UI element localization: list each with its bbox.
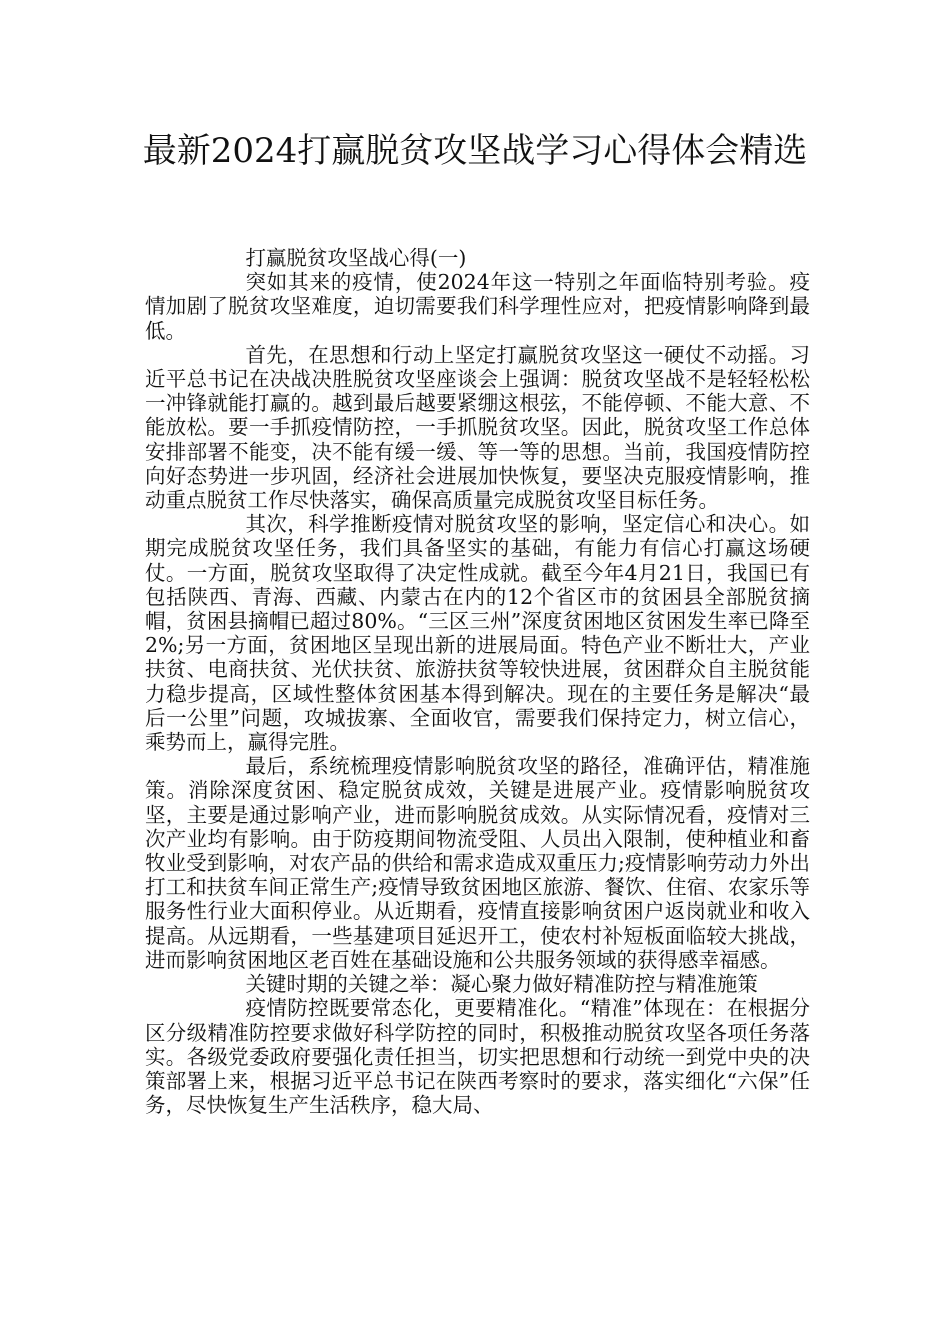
paragraph-precision: 疫情防控既要常态化，更要精准化。“精准”体现在：在根据分区分级精准防控要求做好科学防控的同时，积极推动脱贫攻坚各项任务落实。各级党委政府要强化责任担当，切实把思想和行动统一到党中央的决策部署上来，根据习近平总书记在陕西考察时的要求，落实细化“六保”任务，尽快恢复生产生活秩序，稳大局、 xyxy=(145,996,810,1118)
section-heading-1: 打赢脱贫攻坚战心得(一) xyxy=(245,246,467,270)
paragraph-second: 其次，科学推断疫情对脱贫攻坚的影响，坚定信心和决心。如期完成脱贫攻坚任务，我们具备坚实的基础，有能力有信心打赢这场硬仗。一方面，脱贫攻坚取得了决定性成就。截至今年4月21日，我国已有包括陕西、青海、西藏、内蒙古在内的12个省区市的贫困县全部脱贫摘帽，贫困县摘帽已超过80%。“三区三州”深度贫困地区贫困发生率已降至2%;另一方面，贫困地区呈现出新的进展局面。特色产业不断壮大，产业扶贫、电商扶贫、光伏扶贫、旅游扶贫等较快进展，贫困群众自主脱贫能力稳步提高，区域性整体贫困基本得到解决。现在的主要任务是解决“最后一公里”问题，攻城拔寨、全面收官，需要我们保持定力，树立信心，乘势而上，赢得完胜。 xyxy=(145,512,810,755)
section-heading-2: 关键时期的关键之举：凝心聚力做好精准防控与精准施策 xyxy=(245,972,758,997)
document-title: 最新2024打赢脱贫攻坚战学习心得体会精选 xyxy=(142,131,808,171)
paragraph-last: 最后，系统梳理疫情影响脱贫攻坚的路径，准确评估，精准施策。消除深度贫困、稳定脱贫成效，关键是进展产业。疫情影响脱贫攻坚，主要是通过影响产业，进而影响脱贫成效。从实际情况看，疫情对三次产业均有影响。由于防疫期间物流受阻、人员出入限制，使种植业和畜牧业受到影响，对农产品的供给和需求造成双重压力;疫情影响劳动力外出打工和扶贫车间正常生产;疫情导致贫困地区旅游、餐饮、住宿、农家乐等服务性行业大面积停业。从近期看，疫情直接影响贫困户返岗就业和收入提高。从远期看，一些基建项目延迟开工，使农村补短板面临较大挑战，进而影响贫困地区老百姓在基础设施和公共服务领域的获得感幸福感。 xyxy=(145,754,810,972)
paragraph-intro: 突如其来的疫情，使2024年这一特别之年面临特别考验。疫情加剧了脱贫攻坚难度，迫切需要我们科学理性应对，把疫情影响降到最低。 xyxy=(145,270,810,343)
document-body xyxy=(145,246,810,1117)
paragraph-first: 首先，在思想和行动上坚定打赢脱贫攻坚这一硬仗不动摇。习近平总书记在决战决胜脱贫攻坚座谈会上强调：脱贫攻坚战不是轻轻松松一冲锋就能打赢的。越到最后越要紧绷这根弦，不能停顿、不能大意、不能放松。要一手抓疫情防控，一手抓脱贫攻坚。因此，脱贫攻坚工作总体安排部署不能变，决不能有缓一缓、等一等的思想。当前，我国疫情防控向好态势进一步巩固，经济社会进展加快恢复，要坚决克服疫情影响，推动重点脱贫工作尽快落实，确保高质量完成脱贫攻坚目标任务。 xyxy=(145,342,810,513)
